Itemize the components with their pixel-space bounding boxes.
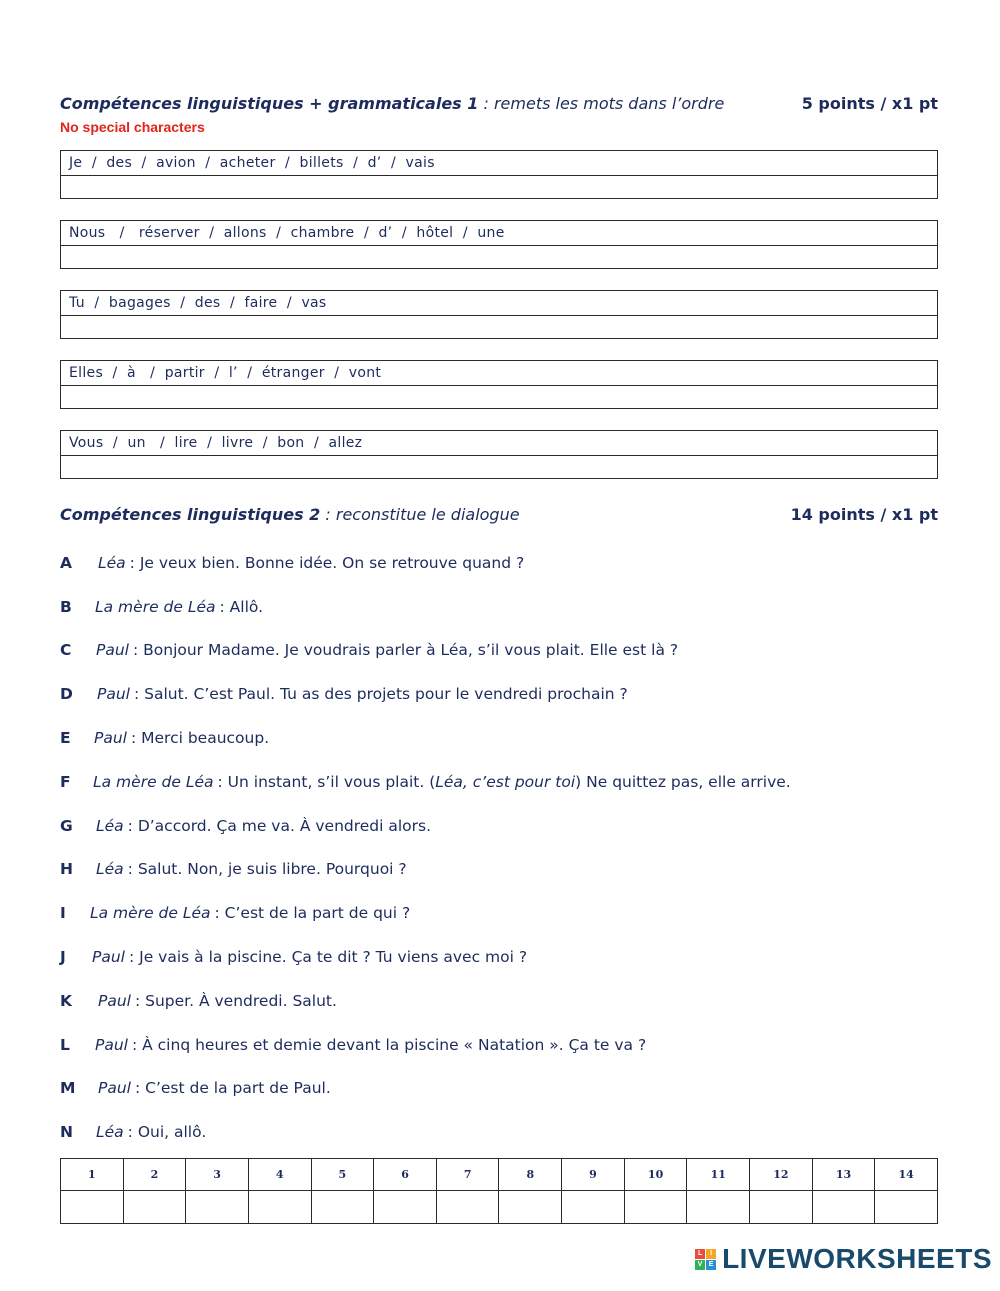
line-letter: H bbox=[60, 860, 73, 879]
order-answer-input-5[interactable] bbox=[312, 1191, 374, 1223]
order-number: 14 bbox=[875, 1159, 938, 1191]
order-answer-cell bbox=[687, 1191, 750, 1224]
logo-letter: I bbox=[706, 1249, 716, 1259]
dialogue-line-d bbox=[60, 672, 940, 716]
line-letter: B bbox=[60, 597, 72, 616]
order-answer-cell bbox=[562, 1191, 625, 1224]
line-aside: Léa, c’est pour toi bbox=[435, 772, 576, 791]
logo-letter: V bbox=[695, 1260, 705, 1270]
speaker: La mère de Léa bbox=[95, 597, 216, 616]
speaker: Paul bbox=[95, 1035, 128, 1054]
line-text: : Salut. Non, je suis libre. Pourquoi ? bbox=[127, 860, 407, 879]
dialogue-line-g bbox=[60, 804, 940, 848]
order-number: 11 bbox=[687, 1159, 750, 1191]
exercise-box-3 bbox=[60, 290, 938, 339]
order-answer-table bbox=[60, 1158, 938, 1224]
order-answer-cell bbox=[248, 1191, 311, 1224]
order-answer-cell bbox=[61, 1191, 124, 1224]
exercise-answer-input-3[interactable] bbox=[61, 316, 937, 338]
order-number: 1 bbox=[61, 1159, 124, 1191]
order-number: 4 bbox=[248, 1159, 311, 1191]
line-letter: M bbox=[60, 1079, 76, 1098]
speaker: La mère de Léa bbox=[90, 904, 211, 923]
order-number: 6 bbox=[374, 1159, 437, 1191]
dialogue-line-f bbox=[60, 760, 940, 804]
order-answer-input-6[interactable] bbox=[374, 1191, 436, 1223]
exercise-box-1 bbox=[60, 150, 938, 199]
order-number: 13 bbox=[812, 1159, 875, 1191]
order-number: 7 bbox=[436, 1159, 499, 1191]
order-number: 12 bbox=[750, 1159, 813, 1191]
dialogue-line-c bbox=[60, 629, 940, 673]
line-text: : Super. À vendredi. Salut. bbox=[134, 991, 337, 1010]
exercise-prompt: Nous / réserver / allons / chambre / d’ / hôtel / une bbox=[61, 221, 937, 246]
order-answer-input-8[interactable] bbox=[499, 1191, 561, 1223]
exercise-prompt: Tu / bagages / des / faire / vas bbox=[61, 291, 937, 316]
line-text: : Merci beaucoup. bbox=[130, 729, 270, 748]
line-letter: J bbox=[60, 948, 66, 967]
section2-heading bbox=[60, 505, 520, 524]
order-answer-cell bbox=[186, 1191, 249, 1224]
dialogue-line-l bbox=[60, 1023, 940, 1067]
order-number: 9 bbox=[562, 1159, 625, 1191]
line-letter: D bbox=[60, 685, 73, 704]
order-answer-cell bbox=[436, 1191, 499, 1224]
logo-letter: E bbox=[706, 1260, 716, 1270]
speaker: Paul bbox=[98, 1079, 131, 1098]
line-letter: E bbox=[60, 729, 71, 748]
speaker: La mère de Léa bbox=[93, 772, 214, 791]
order-answer-cell bbox=[812, 1191, 875, 1224]
exercise-box-5 bbox=[60, 430, 938, 479]
dialogue-list bbox=[60, 541, 940, 1154]
dialogue-line-e bbox=[60, 716, 940, 760]
order-answer-row bbox=[61, 1191, 938, 1224]
liveworksheets-brand bbox=[695, 1243, 992, 1275]
dialogue-line-k bbox=[60, 979, 940, 1023]
line-letter: I bbox=[60, 904, 66, 923]
order-answer-input-3[interactable] bbox=[186, 1191, 248, 1223]
line-text: : D’accord. Ça me va. À vendredi alors. bbox=[127, 816, 432, 835]
order-answer-cell bbox=[624, 1191, 687, 1224]
speaker: Léa bbox=[96, 860, 124, 879]
section2-header bbox=[60, 505, 938, 524]
section1-subtitle: : remets les mots dans l’ordre bbox=[478, 94, 725, 113]
logo-letter: L bbox=[695, 1249, 705, 1259]
line-text: : À cinq heures et demie devant la piscine « Natation ». Ça te va ? bbox=[131, 1035, 647, 1054]
order-answer-input-1[interactable] bbox=[61, 1191, 123, 1223]
order-number: 8 bbox=[499, 1159, 562, 1191]
order-number-row bbox=[61, 1159, 938, 1191]
section1-title: Compétences linguistiques + grammaticales 1 bbox=[60, 94, 479, 113]
section1-points: 5 points / x1 pt bbox=[801, 94, 938, 113]
dialogue-line-j bbox=[60, 935, 940, 979]
order-answer-cell bbox=[750, 1191, 813, 1224]
line-letter: K bbox=[60, 991, 73, 1010]
line-text-after: ) Ne quittez pas, elle arrive. bbox=[575, 772, 791, 791]
exercise-answer-input-1[interactable] bbox=[61, 176, 937, 198]
line-letter: N bbox=[60, 1123, 73, 1142]
order-answer-input-14[interactable] bbox=[875, 1191, 937, 1223]
speaker: Paul bbox=[97, 685, 130, 704]
section2-points: 14 points / x1 pt bbox=[790, 505, 938, 524]
order-answer-cell bbox=[499, 1191, 562, 1224]
order-number: 3 bbox=[186, 1159, 249, 1191]
liveworksheets-logo-icon bbox=[695, 1249, 716, 1270]
line-letter: G bbox=[60, 816, 73, 835]
order-number: 2 bbox=[123, 1159, 186, 1191]
exercise-answer-input-4[interactable] bbox=[61, 386, 937, 408]
order-answer-cell bbox=[123, 1191, 186, 1224]
order-answer-input-13[interactable] bbox=[813, 1191, 875, 1223]
order-answer-input-10[interactable] bbox=[625, 1191, 687, 1223]
speaker: Léa bbox=[98, 553, 126, 572]
dialogue-line-h bbox=[60, 848, 940, 892]
no-special-characters-warning: No special characters bbox=[60, 119, 205, 135]
section2-subtitle: : reconstitue le dialogue bbox=[320, 505, 520, 524]
line-text: : Bonjour Madame. Je voudrais parler à Léa, s’il vous plait. Elle est là ? bbox=[132, 641, 679, 660]
speaker: Léa bbox=[96, 816, 124, 835]
line-text: : Je veux bien. Bonne idée. On se retrouve quand ? bbox=[129, 553, 525, 572]
exercise-prompt: Vous / un / lire / livre / bon / allez bbox=[61, 431, 937, 456]
section1-heading bbox=[60, 94, 724, 113]
section1-header bbox=[60, 94, 938, 113]
line-text: : C’est de la part de Paul. bbox=[134, 1079, 331, 1098]
line-letter: L bbox=[60, 1035, 70, 1054]
line-text: : C’est de la part de qui ? bbox=[214, 904, 411, 923]
dialogue-line-a bbox=[60, 541, 940, 585]
line-letter: F bbox=[60, 772, 71, 791]
order-answer-input-12[interactable] bbox=[750, 1191, 812, 1223]
exercise-box-4 bbox=[60, 360, 938, 409]
section2-title: Compétences linguistiques 2 bbox=[60, 505, 321, 524]
dialogue-line-b bbox=[60, 585, 940, 629]
exercise-prompt: Je / des / avion / acheter / billets / d’ / vais bbox=[61, 151, 937, 176]
exercise-answer-input-5[interactable] bbox=[61, 456, 937, 478]
order-answer-cell bbox=[311, 1191, 374, 1224]
line-text: : Un instant, s’il vous plait. ( bbox=[217, 772, 436, 791]
line-letter: A bbox=[60, 553, 72, 572]
order-answer-input-7[interactable] bbox=[437, 1191, 499, 1223]
dialogue-line-n bbox=[60, 1110, 940, 1154]
order-answer-input-4[interactable] bbox=[249, 1191, 311, 1223]
line-text: : Salut. C’est Paul. Tu as des projets pour le vendredi prochain ? bbox=[133, 685, 628, 704]
speaker: Paul bbox=[92, 948, 125, 967]
order-number: 5 bbox=[311, 1159, 374, 1191]
exercise-answer-input-2[interactable] bbox=[61, 246, 937, 268]
exercise-box-2 bbox=[60, 220, 938, 269]
order-answer-cell bbox=[374, 1191, 437, 1224]
dialogue-line-i bbox=[60, 891, 940, 935]
speaker: Paul bbox=[96, 641, 129, 660]
exercise-prompt: Elles / à / partir / l’ / étranger / vont bbox=[61, 361, 937, 386]
brand-name: LIVEWORKSHEETS bbox=[722, 1243, 992, 1274]
speaker: Paul bbox=[98, 991, 131, 1010]
order-answer-input-11[interactable] bbox=[687, 1191, 749, 1223]
order-answer-cell bbox=[875, 1191, 938, 1224]
order-answer-input-9[interactable] bbox=[562, 1191, 624, 1223]
order-answer-input-2[interactable] bbox=[124, 1191, 186, 1223]
line-text: : Je vais à la piscine. Ça te dit ? Tu viens avec moi ? bbox=[128, 948, 528, 967]
line-letter: C bbox=[60, 641, 72, 660]
speaker: Paul bbox=[94, 729, 127, 748]
line-text: : Allô. bbox=[219, 597, 264, 616]
line-text: : Oui, allô. bbox=[127, 1123, 207, 1142]
speaker: Léa bbox=[96, 1123, 124, 1142]
order-number: 10 bbox=[624, 1159, 687, 1191]
dialogue-line-m bbox=[60, 1067, 940, 1111]
